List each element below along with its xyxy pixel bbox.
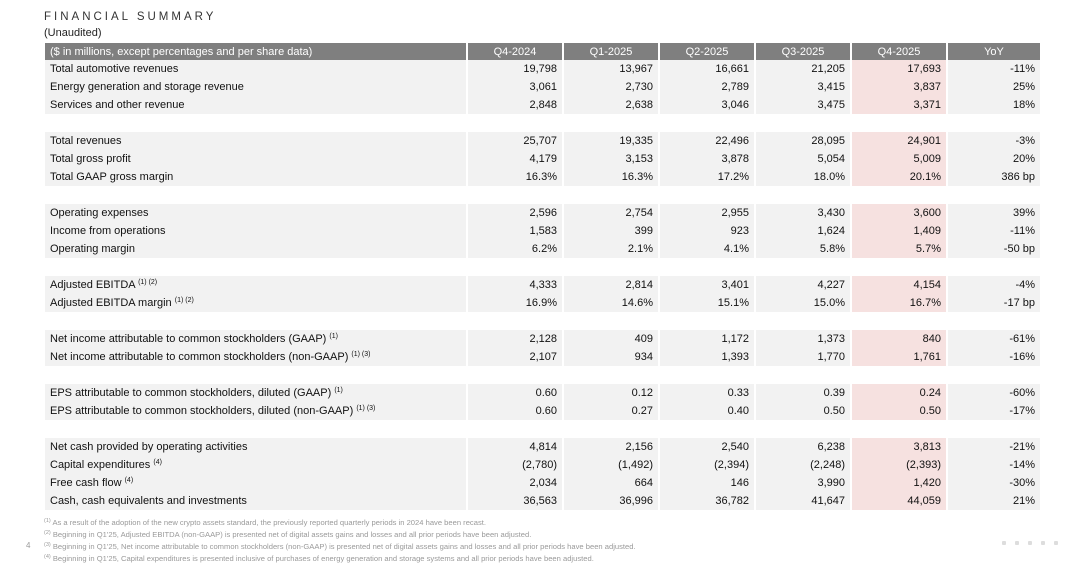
table-cell: 0.24 bbox=[851, 384, 947, 402]
table-cell: 934 bbox=[563, 348, 659, 366]
row-label bbox=[45, 60, 467, 78]
table-cell: 1,409 bbox=[851, 222, 947, 240]
table-cell: 6,238 bbox=[755, 438, 851, 456]
table-cell: 2,955 bbox=[659, 204, 755, 222]
table-cell: 2,107 bbox=[467, 348, 563, 366]
spacer-cell bbox=[45, 258, 467, 276]
row-label-text: Adjusted EBITDA margin bbox=[50, 297, 172, 309]
table-row bbox=[45, 456, 1040, 474]
spacer-cell bbox=[467, 186, 563, 204]
table-cell: -60% bbox=[947, 384, 1040, 402]
table-cell: -17 bp bbox=[947, 294, 1040, 312]
footnote-text: Beginning in Q1'25, Adjusted EBITDA (non-GAAP) is presented net of digital assets gains and losses and all prior periods have been adjusted. bbox=[52, 530, 532, 539]
page-number: 4 bbox=[26, 541, 31, 550]
row-label bbox=[45, 276, 467, 294]
table-cell: 409 bbox=[563, 330, 659, 348]
table-cell: 2,128 bbox=[467, 330, 563, 348]
footnote-reference: (1) (2) bbox=[174, 297, 194, 304]
spacer-cell bbox=[659, 186, 755, 204]
footnote-reference: (1) (3) bbox=[356, 405, 376, 412]
table-cell: 2,848 bbox=[467, 96, 563, 114]
table-cell: 0.50 bbox=[755, 402, 851, 420]
table-cell: 2,638 bbox=[563, 96, 659, 114]
spacer-cell bbox=[467, 114, 563, 132]
header-cell-yoy: YoY bbox=[947, 43, 1040, 60]
table-row bbox=[45, 330, 1040, 348]
table-body bbox=[45, 60, 1040, 510]
spacer-cell bbox=[659, 366, 755, 384]
table-cell: 18% bbox=[947, 96, 1040, 114]
table-cell: 1,393 bbox=[659, 348, 755, 366]
table-cell: 3,371 bbox=[851, 96, 947, 114]
table-cell: 14.6% bbox=[563, 294, 659, 312]
row-label bbox=[45, 438, 467, 456]
table-cell: 3,046 bbox=[659, 96, 755, 114]
table-row bbox=[45, 474, 1040, 492]
table-cell: 4,814 bbox=[467, 438, 563, 456]
table-cell: 3,990 bbox=[755, 474, 851, 492]
row-label bbox=[45, 294, 467, 312]
table-cell: 0.39 bbox=[755, 384, 851, 402]
row-label bbox=[45, 78, 467, 96]
header-cell-q1-2025: Q1-2025 bbox=[563, 43, 659, 60]
footnote-reference: (4) bbox=[124, 477, 134, 484]
table-cell: 16.3% bbox=[563, 168, 659, 186]
table-cell: 4,179 bbox=[467, 150, 563, 168]
table-cell: 44,059 bbox=[851, 492, 947, 510]
table-cell: 1,761 bbox=[851, 348, 947, 366]
footnote-mark: (3) bbox=[44, 542, 51, 548]
row-label-text: EPS attributable to common stockholders, diluted (GAAP) bbox=[50, 387, 332, 399]
row-label-text: Total gross profit bbox=[50, 153, 131, 165]
spacer-cell bbox=[947, 258, 1040, 276]
table-cell: 3,475 bbox=[755, 96, 851, 114]
spacer-cell bbox=[755, 114, 851, 132]
spacer-cell bbox=[467, 420, 563, 438]
spacer-cell bbox=[755, 186, 851, 204]
footnote-reference: (1) bbox=[329, 333, 338, 340]
table-cell: 3,415 bbox=[755, 78, 851, 96]
table-row bbox=[45, 78, 1040, 96]
table-cell: 4,333 bbox=[467, 276, 563, 294]
row-label-text: Net cash provided by operating activities bbox=[50, 441, 248, 453]
row-label bbox=[45, 132, 467, 150]
table-cell: -61% bbox=[947, 330, 1040, 348]
table-cell: 840 bbox=[851, 330, 947, 348]
table-cell: 36,782 bbox=[659, 492, 755, 510]
spacer-cell bbox=[659, 258, 755, 276]
table-cell: 22,496 bbox=[659, 132, 755, 150]
table-cell: 15.1% bbox=[659, 294, 755, 312]
table-cell: 3,061 bbox=[467, 78, 563, 96]
table-cell: 0.40 bbox=[659, 402, 755, 420]
footnote bbox=[44, 517, 636, 529]
table-cell: 20% bbox=[947, 150, 1040, 168]
page-subtitle: (Unaudited) bbox=[44, 27, 102, 39]
table-cell: 6.2% bbox=[467, 240, 563, 258]
table-row bbox=[45, 402, 1040, 420]
table-cell: 15.0% bbox=[755, 294, 851, 312]
table-cell: 2,156 bbox=[563, 438, 659, 456]
row-label bbox=[45, 222, 467, 240]
table-cell: 2,540 bbox=[659, 438, 755, 456]
spacer-cell bbox=[851, 420, 947, 438]
table-row bbox=[45, 492, 1040, 510]
spacer-cell bbox=[563, 420, 659, 438]
table-spacer-row bbox=[45, 420, 1040, 438]
table-cell: 18.0% bbox=[755, 168, 851, 186]
row-label-text: Cash, cash equivalents and investments bbox=[50, 495, 247, 507]
table-cell: 2,730 bbox=[563, 78, 659, 96]
table-cell: 5.8% bbox=[755, 240, 851, 258]
table-row bbox=[45, 384, 1040, 402]
table-cell: 4,154 bbox=[851, 276, 947, 294]
spacer-cell bbox=[947, 420, 1040, 438]
table-cell: 4,227 bbox=[755, 276, 851, 294]
table-cell: 2,814 bbox=[563, 276, 659, 294]
spacer-cell bbox=[755, 258, 851, 276]
table-row bbox=[45, 348, 1040, 366]
table-cell: 0.50 bbox=[851, 402, 947, 420]
row-label-text: Total GAAP gross margin bbox=[50, 171, 174, 183]
table-cell: 13,967 bbox=[563, 60, 659, 78]
table-cell: 923 bbox=[659, 222, 755, 240]
row-label-text: Net income attributable to common stockholders (GAAP) bbox=[50, 333, 327, 345]
spacer-cell bbox=[851, 258, 947, 276]
table-spacer-row bbox=[45, 186, 1040, 204]
row-label-text: Total revenues bbox=[50, 135, 122, 147]
row-label-text: Adjusted EBITDA bbox=[50, 279, 135, 291]
row-label bbox=[45, 456, 467, 474]
table-spacer-row bbox=[45, 312, 1040, 330]
table-row bbox=[45, 96, 1040, 114]
footnote-reference: (4) bbox=[153, 459, 162, 466]
row-label bbox=[45, 204, 467, 222]
header-cell-q4-2024: Q4-2024 bbox=[467, 43, 563, 60]
table-cell: -16% bbox=[947, 348, 1040, 366]
table-cell: 664 bbox=[563, 474, 659, 492]
footnote bbox=[44, 529, 636, 541]
table-cell: 36,996 bbox=[563, 492, 659, 510]
table-row bbox=[45, 222, 1040, 240]
spacer-cell bbox=[947, 114, 1040, 132]
table-cell: 1,624 bbox=[755, 222, 851, 240]
table-cell: -11% bbox=[947, 222, 1040, 240]
table-cell: 39% bbox=[947, 204, 1040, 222]
page-title: FINANCIAL SUMMARY bbox=[44, 11, 217, 23]
table-cell: (2,248) bbox=[755, 456, 851, 474]
table-cell: 1,172 bbox=[659, 330, 755, 348]
spacer-cell bbox=[45, 366, 467, 384]
table-row bbox=[45, 132, 1040, 150]
row-label bbox=[45, 474, 467, 492]
spacer-cell bbox=[755, 312, 851, 330]
header-cell-q4-2025: Q4-2025 bbox=[851, 43, 947, 60]
table-row bbox=[45, 168, 1040, 186]
table-cell: 386 bp bbox=[947, 168, 1040, 186]
footnote-text: Beginning in Q1'25, Capital expenditures is presented inclusive of purchases of energy generation and storage systems and all prior periods have been adjusted. bbox=[52, 554, 594, 563]
table-cell: 19,335 bbox=[563, 132, 659, 150]
table-cell: 16,661 bbox=[659, 60, 755, 78]
table-row bbox=[45, 276, 1040, 294]
spacer-cell bbox=[467, 258, 563, 276]
table-row bbox=[45, 438, 1040, 456]
table-cell: 16.3% bbox=[467, 168, 563, 186]
table-cell: (2,780) bbox=[467, 456, 563, 474]
financial-summary-table bbox=[44, 43, 1040, 510]
table-cell: 0.12 bbox=[563, 384, 659, 402]
row-label bbox=[45, 348, 467, 366]
footnote-reference: (1) (2) bbox=[138, 279, 158, 286]
table-header-row bbox=[45, 43, 1040, 60]
table-cell: -21% bbox=[947, 438, 1040, 456]
table-cell: -14% bbox=[947, 456, 1040, 474]
spacer-cell bbox=[563, 258, 659, 276]
header-cell-description: ($ in millions, except percentages and per share data) bbox=[45, 43, 467, 60]
table-cell: 3,430 bbox=[755, 204, 851, 222]
footnote-text: Beginning in Q1'25, Net income attributable to common stockholders (non-GAAP) is presented net of digital assets gains and losses and all prior periods have been adjusted. bbox=[52, 542, 636, 551]
table-row bbox=[45, 204, 1040, 222]
row-label-text: Free cash flow bbox=[50, 477, 122, 489]
spacer-cell bbox=[851, 114, 947, 132]
table-cell: (1,492) bbox=[563, 456, 659, 474]
table-cell: -3% bbox=[947, 132, 1040, 150]
table-cell: 2,789 bbox=[659, 78, 755, 96]
table-cell: 0.60 bbox=[467, 384, 563, 402]
footnote-mark: (1) bbox=[44, 518, 51, 524]
header-cell-q2-2025: Q2-2025 bbox=[659, 43, 755, 60]
spacer-cell bbox=[659, 312, 755, 330]
table-cell: 36,563 bbox=[467, 492, 563, 510]
table-cell: 3,153 bbox=[563, 150, 659, 168]
table-cell: 21,205 bbox=[755, 60, 851, 78]
table-cell: 4.1% bbox=[659, 240, 755, 258]
table-spacer-row bbox=[45, 366, 1040, 384]
table-cell: 2,034 bbox=[467, 474, 563, 492]
spacer-cell bbox=[45, 420, 467, 438]
spacer-cell bbox=[563, 312, 659, 330]
table-spacer-row bbox=[45, 258, 1040, 276]
table-cell: 24,901 bbox=[851, 132, 947, 150]
table-cell: -17% bbox=[947, 402, 1040, 420]
header-cell-q3-2025: Q3-2025 bbox=[755, 43, 851, 60]
table-cell: 3,401 bbox=[659, 276, 755, 294]
table-cell: 17.2% bbox=[659, 168, 755, 186]
table-cell: 25% bbox=[947, 78, 1040, 96]
spacer-cell bbox=[947, 312, 1040, 330]
footnote bbox=[44, 541, 636, 553]
table-cell: 1,583 bbox=[467, 222, 563, 240]
spacer-cell bbox=[851, 186, 947, 204]
table-cell: 0.27 bbox=[563, 402, 659, 420]
spacer-cell bbox=[947, 366, 1040, 384]
row-label bbox=[45, 96, 467, 114]
table-cell: 3,837 bbox=[851, 78, 947, 96]
table-cell: 2,754 bbox=[563, 204, 659, 222]
spacer-cell bbox=[45, 114, 467, 132]
row-label bbox=[45, 384, 467, 402]
table-cell: 25,707 bbox=[467, 132, 563, 150]
footnote-text: As a result of the adoption of the new crypto assets standard, the previously reported quarterly periods in 2024 have been recast. bbox=[52, 518, 486, 527]
table-cell: -11% bbox=[947, 60, 1040, 78]
footnotes bbox=[44, 517, 636, 565]
row-label-text: Net income attributable to common stockholders (non-GAAP) bbox=[50, 351, 349, 363]
footnote-mark: (4) bbox=[44, 554, 51, 560]
row-label-text: Operating margin bbox=[50, 243, 135, 255]
row-label-text: Services and other revenue bbox=[50, 99, 185, 111]
table-cell: 5,054 bbox=[755, 150, 851, 168]
spacer-cell bbox=[467, 366, 563, 384]
spacer-cell bbox=[659, 114, 755, 132]
table-cell: (2,394) bbox=[659, 456, 755, 474]
table-cell: 41,647 bbox=[755, 492, 851, 510]
table-cell: 20.1% bbox=[851, 168, 947, 186]
brand-logo bbox=[1002, 541, 1058, 545]
spacer-cell bbox=[659, 420, 755, 438]
footnote bbox=[44, 553, 636, 565]
spacer-cell bbox=[851, 312, 947, 330]
table-cell: 0.33 bbox=[659, 384, 755, 402]
table-cell: -4% bbox=[947, 276, 1040, 294]
row-label-text: Capital expenditures bbox=[50, 459, 151, 471]
row-label-text: Total automotive revenues bbox=[50, 63, 179, 75]
spacer-cell bbox=[563, 186, 659, 204]
footnote-reference: (1) bbox=[334, 387, 343, 394]
row-label bbox=[45, 330, 467, 348]
footnote-mark: (2) bbox=[44, 530, 51, 536]
row-label bbox=[45, 492, 467, 510]
table-row bbox=[45, 150, 1040, 168]
table-cell: 5,009 bbox=[851, 150, 947, 168]
row-label-text: Operating expenses bbox=[50, 207, 149, 219]
row-label-text: Income from operations bbox=[50, 225, 166, 237]
row-label bbox=[45, 402, 467, 420]
table-cell: 16.9% bbox=[467, 294, 563, 312]
spacer-cell bbox=[563, 114, 659, 132]
table-cell: 1,373 bbox=[755, 330, 851, 348]
table-cell: 1,770 bbox=[755, 348, 851, 366]
table-cell: 19,798 bbox=[467, 60, 563, 78]
spacer-cell bbox=[947, 186, 1040, 204]
spacer-cell bbox=[755, 366, 851, 384]
row-label-text: Energy generation and storage revenue bbox=[50, 81, 244, 93]
row-label-text: EPS attributable to common stockholders, diluted (non-GAAP) bbox=[50, 405, 354, 417]
table-row bbox=[45, 294, 1040, 312]
spacer-cell bbox=[563, 366, 659, 384]
table-cell: 3,600 bbox=[851, 204, 947, 222]
spacer-cell bbox=[851, 366, 947, 384]
table-spacer-row bbox=[45, 114, 1040, 132]
footnote-reference: (1) (3) bbox=[351, 351, 371, 358]
table-cell: 5.7% bbox=[851, 240, 947, 258]
table-cell: 399 bbox=[563, 222, 659, 240]
table-cell: 3,878 bbox=[659, 150, 755, 168]
row-label bbox=[45, 240, 467, 258]
table-cell: -30% bbox=[947, 474, 1040, 492]
table-row bbox=[45, 60, 1040, 78]
table-cell: 1,420 bbox=[851, 474, 947, 492]
spacer-cell bbox=[45, 186, 467, 204]
table-cell: 28,095 bbox=[755, 132, 851, 150]
table-cell: 16.7% bbox=[851, 294, 947, 312]
table-row bbox=[45, 240, 1040, 258]
table-cell: 2.1% bbox=[563, 240, 659, 258]
table-cell: (2,393) bbox=[851, 456, 947, 474]
row-label bbox=[45, 150, 467, 168]
table-cell: 3,813 bbox=[851, 438, 947, 456]
table-cell: 21% bbox=[947, 492, 1040, 510]
table-cell: 146 bbox=[659, 474, 755, 492]
spacer-cell bbox=[45, 312, 467, 330]
spacer-cell bbox=[467, 312, 563, 330]
spacer-cell bbox=[755, 420, 851, 438]
row-label bbox=[45, 168, 467, 186]
table-cell: -50 bp bbox=[947, 240, 1040, 258]
table-cell: 17,693 bbox=[851, 60, 947, 78]
table-cell: 2,596 bbox=[467, 204, 563, 222]
table-cell: 0.60 bbox=[467, 402, 563, 420]
